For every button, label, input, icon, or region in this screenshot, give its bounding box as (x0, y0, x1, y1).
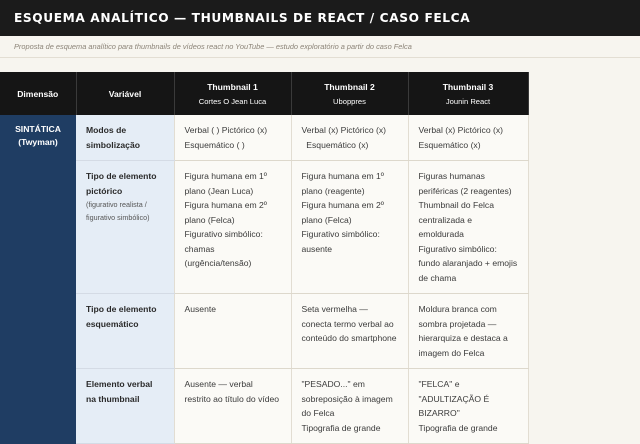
column-header-variable: Variável (76, 72, 174, 115)
analysis-table (0, 72, 529, 444)
table-row (0, 369, 528, 444)
table-row (0, 294, 528, 369)
thumbnail-1-cell: Verbal ( ) Pictórico (x) Esquemático ( ) (174, 115, 291, 161)
thumbnail-1-cell: Ausente — verbal restrito ao título do vídeo (174, 369, 291, 444)
thumbnail-1-cell: Figura humana em 1º plano (Jean Luca) Figura humana em 2º plano (Felca) Figurativo simbólico: chamas (urgência/tensão) (174, 161, 291, 294)
thumbnail-2-cell: Figura humana em 1º plano (reagente) Figura humana em 2º plano (Felca) Figurativo simbólico: ausente (291, 161, 408, 294)
thumbnail-3-cell: Moldura branca com sombra projetada — hierarquiza e destaca a imagem do Felca (408, 294, 528, 369)
column-header-thumbnail-1: Thumbnail 1 Cortes O Jean Luca (174, 72, 291, 115)
page-title: ESQUEMA ANALÍTICO — THUMBNAILS DE REACT / CASO FELCA (0, 0, 640, 36)
thumbnail-2-cell: "PESADO..." em sobreposição à imagem do Felca Tipografia de grande (291, 369, 408, 444)
column-header-thumbnail-2: Thumbnail 2 Uboppres (291, 72, 408, 115)
dimension-label: SINTÁTICA (15, 124, 61, 134)
column-header-dimension: Dimensão (0, 72, 76, 115)
dimension-author: (Twyman) (18, 137, 58, 147)
thumbnail-2-cell: Verbal (x) Pictórico (x) Esquemático (x) (291, 115, 408, 161)
thumbnail-3-cell: "FELCA" e "ADULTIZAÇÃO É BIZARRO" Tipografia de grande (408, 369, 528, 444)
column-header-thumbnail-3: Thumbnail 3 Jounin React (408, 72, 528, 115)
thumbnail-2-cell: Seta vermelha — conecta termo verbal ao conteúdo do smartphone (291, 294, 408, 369)
thumbnail-3-cell: Figuras humanas periféricas (2 reagentes) Thumbnail do Felca centralizada e emoldurada Figurativo simbólico: fundo alaranjado + emojis de chama (408, 161, 528, 294)
spacer (0, 58, 640, 72)
variable-cell: Tipo de elemento pictórico (figurativo realista / figurativo simbólico) (76, 161, 174, 294)
variable-cell: Tipo de elemento esquemático (76, 294, 174, 369)
page-subtitle: Proposta de esquema analítico para thumbnails de vídeos react no YouTube — estudo exploratório a partir do caso Felca (0, 36, 640, 58)
variable-cell: Elemento verbal na thumbnail (76, 369, 174, 444)
dimension-cell (0, 115, 76, 444)
variable-cell: Modos de simbolização (76, 115, 174, 161)
table-header-row (0, 72, 528, 115)
table-row (0, 161, 528, 294)
table-row (0, 115, 528, 161)
thumbnail-1-cell: Ausente (174, 294, 291, 369)
thumbnail-3-cell: Verbal (x) Pictórico (x) Esquemático (x) (408, 115, 528, 161)
